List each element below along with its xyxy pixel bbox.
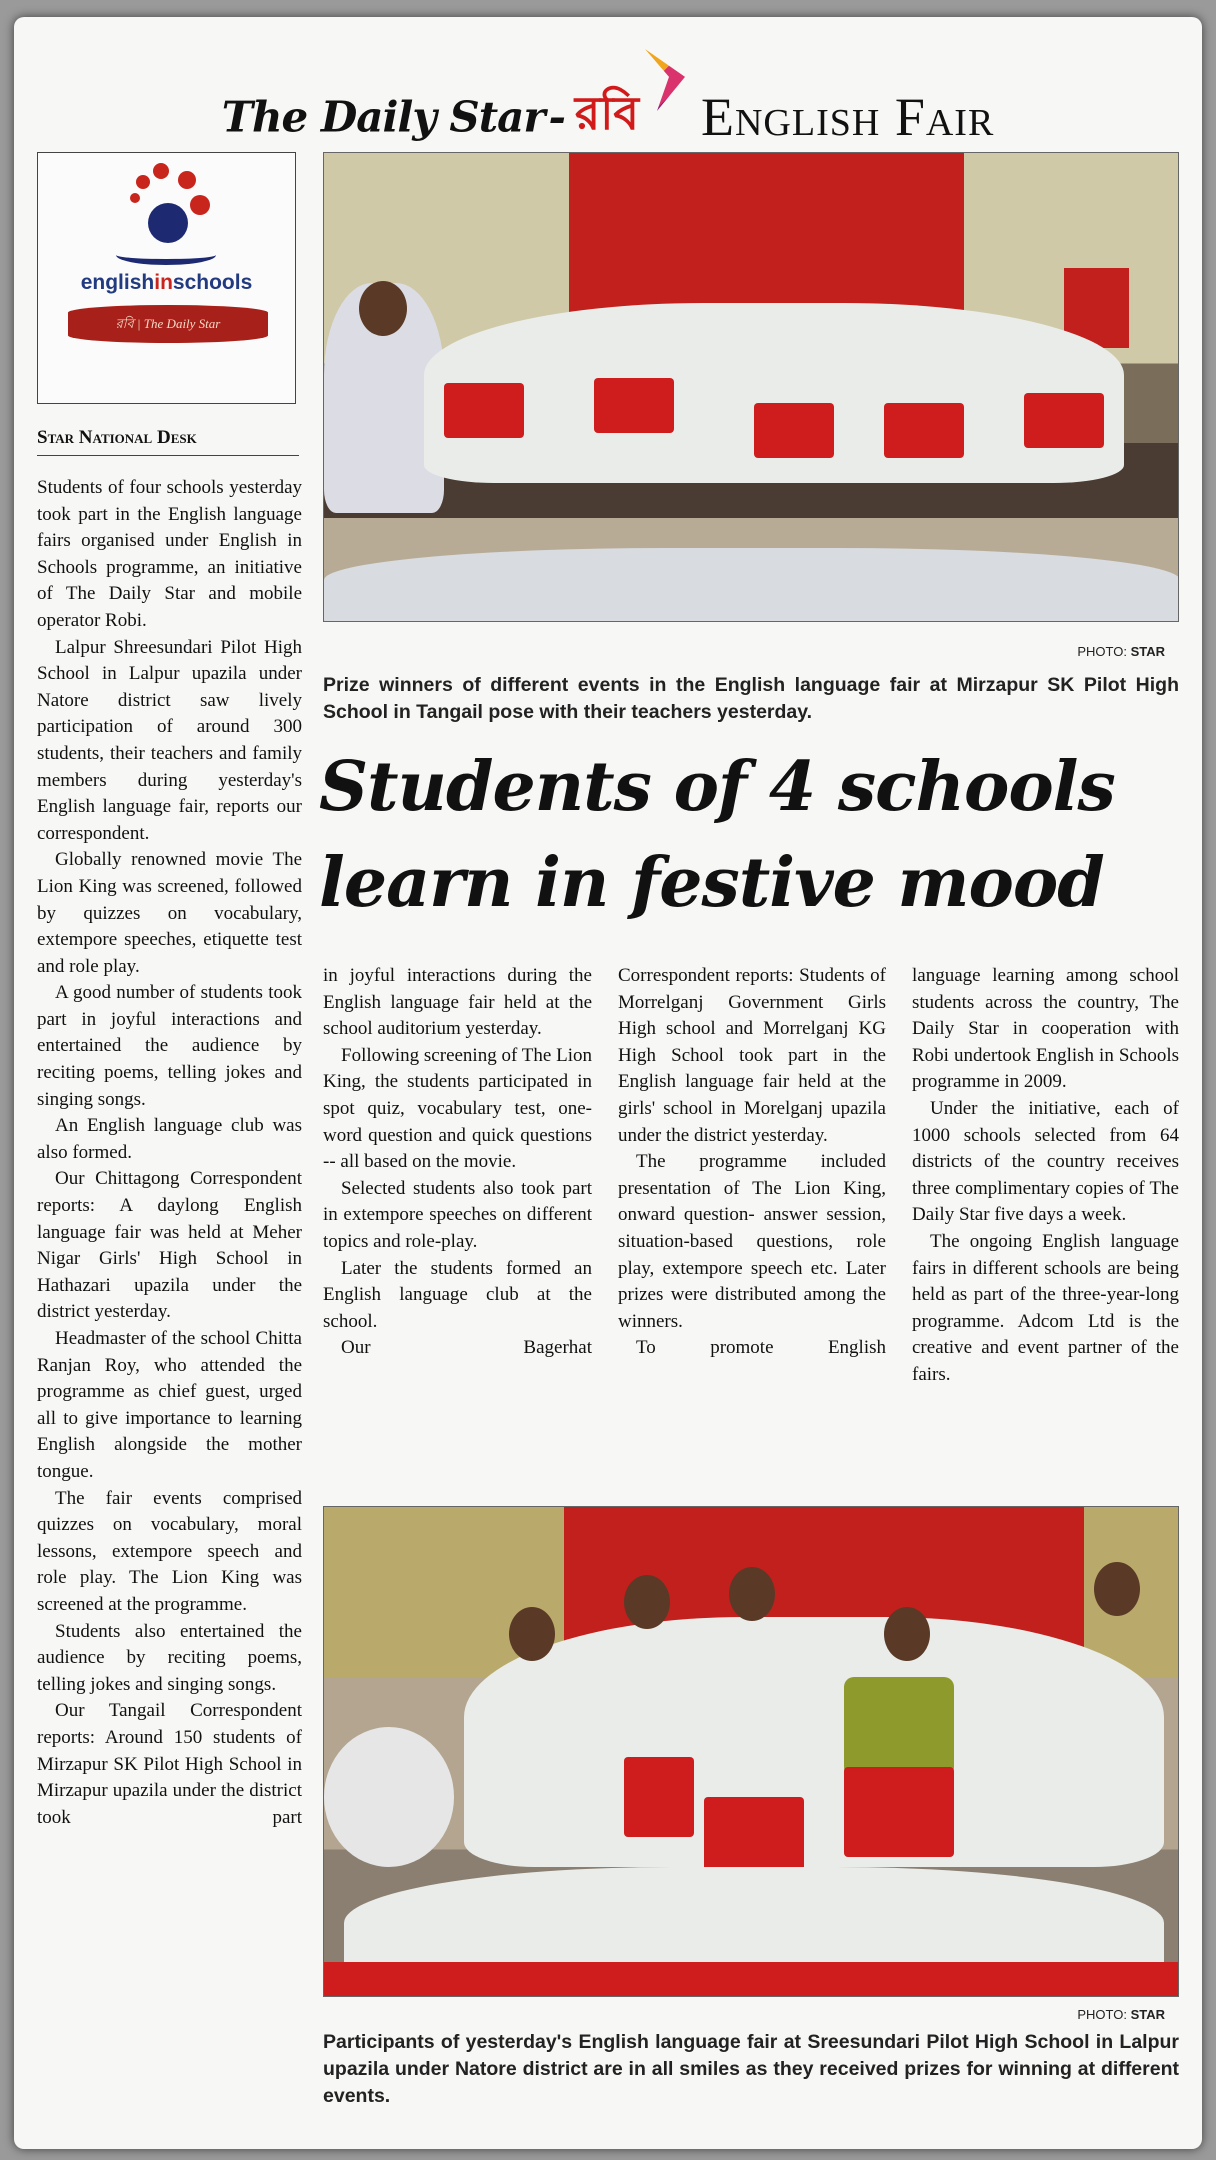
article-column-1 bbox=[37, 475, 302, 1831]
photo-prize-winners-mirzapur bbox=[323, 152, 1179, 622]
paragraph: An English language club was also formed. bbox=[37, 1115, 302, 1163]
paragraph: Globally renowned movie The Lion King was screened, followed by quizzes on vocabulary, extempore speeches, etiquette test and role play. bbox=[37, 849, 302, 977]
article-column-3 bbox=[618, 963, 886, 1362]
paragraph: Later the students formed an English language club at the school. bbox=[323, 1257, 592, 1332]
paragraph: The fair events comprised quizzes on vocabulary, moral lessons, extempore speech and role play. The Lion King was screened at the programme. bbox=[37, 1487, 302, 1615]
section-title: English Fair bbox=[701, 87, 995, 147]
headline bbox=[319, 739, 1189, 931]
photo-credit: PHOTO: STAR bbox=[1077, 644, 1165, 659]
paragraph: in joyful interactions during the English language fair held at the school auditorium yesterday. bbox=[323, 965, 592, 1040]
article-column-4 bbox=[912, 963, 1179, 1389]
globe-dot-icon bbox=[148, 203, 188, 243]
byline-desk: Star National Desk bbox=[37, 427, 299, 456]
headline-line: learn in festive mood bbox=[319, 843, 1104, 923]
headline-line: Students of 4 schools bbox=[319, 747, 1115, 827]
paragraph: Our Tangail Correspondent reports: Around 150 students of Mirzapur SK Pilot High School in Mirzapur upazila under the district took part bbox=[37, 1700, 302, 1828]
photo-participants-sreesundari bbox=[323, 1506, 1179, 1997]
paragraph: Headmaster of the school Chitta Ranjan Roy, who attended the programme as chief guest, urged all to give importance to learning English alongside the mother tongue. bbox=[37, 1328, 302, 1482]
wave-icon bbox=[116, 245, 216, 265]
daily-star-logo: The Daily Star bbox=[221, 92, 545, 142]
paragraph: Students also entertained the audience by reciting poems, telling jokes and singing songs. bbox=[37, 1620, 302, 1695]
robi-mark-icon bbox=[645, 49, 685, 111]
masthead-dash: - bbox=[548, 92, 565, 142]
paragraph: Students of four schools yesterday took part in the English language fairs organised under English in Schools programme, an initiative of The Daily Star and mobile operator Robi. bbox=[37, 477, 302, 631]
paragraph: Our Chittagong Correspondent reports: A daylong English language fair was held at Meher Nigar Girls' High School in Hathazari upazila under the district yesterday. bbox=[37, 1168, 302, 1323]
paragraph: The programme included presentation of The Lion King, onward question- answer session, situation-based questions, role play, extempore speech etc. Later prizes were distributed among the winners. bbox=[618, 1151, 886, 1332]
paragraph: language learning among school students across the country, The Daily Star in cooperation with Robi undertook English in Schools programme in 2009. bbox=[912, 965, 1179, 1093]
paragraph: Correspondent reports: Students of Morrelganj Government Girls High school and Morrelganj KG High School took part in the English language fair held at the girls' school in Morelganj upazila under the district yesterday. bbox=[618, 965, 886, 1146]
photo-caption: Prize winners of different events in the English language fair at Mirzapur SK Pilot High School in Tangail pose with their teachers yesterday. bbox=[323, 674, 1179, 723]
logo-text: englishinschools bbox=[80, 271, 253, 294]
masthead bbox=[14, 79, 1202, 159]
paragraph: The ongoing English language fairs in different schools are being held as part of the three-year-long programme. Adcom Ltd is the creative and event partner of the fairs. bbox=[912, 1230, 1179, 1385]
paragraph: Lalpur Shreesundari Pilot High School in Lalpur upazila under Natore district saw lively participation of around 300 students, their teachers and family members during yesterday's English language fair, reports our correspondent. bbox=[37, 636, 302, 844]
newspaper-clipping bbox=[14, 17, 1202, 2149]
paragraph: Our Bagerhat bbox=[341, 1337, 592, 1359]
paragraph: To promote English bbox=[636, 1337, 886, 1359]
logo-ribbon: রবি | The Daily Star bbox=[68, 305, 268, 343]
photo-credit: PHOTO: STAR bbox=[1077, 2007, 1165, 2022]
photo-caption: Participants of yesterday's English language fair at Sreesundari Pilot High School in Lalpur upazila under Natore district are in all smiles as they received prizes for winning at different events. bbox=[323, 2031, 1179, 2107]
robi-logo: রবি bbox=[574, 88, 639, 139]
paragraph: Selected students also took part in extempore speeches on different topics and role-play. bbox=[323, 1177, 592, 1252]
paragraph: Under the initiative, each of 1000 schools selected from 64 districts of the country receives three complimentary copies of The Daily Star five days a week. bbox=[912, 1097, 1179, 1226]
paragraph: A good number of students took part in joyful interactions and entertained the audience by reciting poems, telling jokes and singing songs. bbox=[37, 982, 302, 1110]
article-column-2 bbox=[323, 963, 592, 1362]
english-in-schools-logo bbox=[37, 152, 296, 404]
paragraph: Following screening of The Lion King, the students participated in spot quiz, vocabulary test, one-word question and quick questions -- all based on the movie. bbox=[323, 1044, 592, 1173]
